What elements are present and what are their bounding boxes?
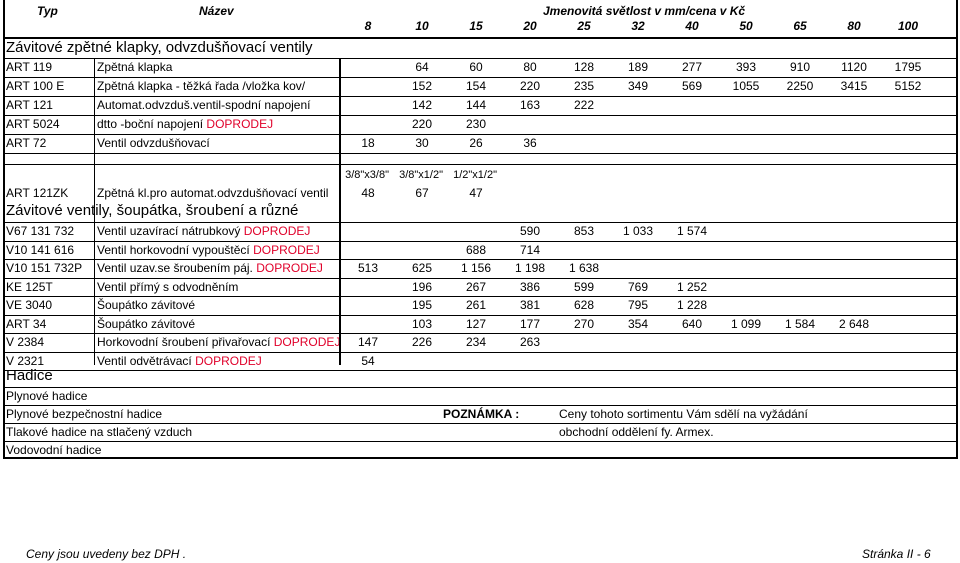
size-header-20: 20 [523,19,537,33]
divider [3,278,958,279]
row-value: 688 [465,242,487,257]
row-value: 381 [519,298,541,312]
row-value: 1 584 [784,316,816,331]
divider [3,352,958,353]
table-bottom-border [3,457,958,459]
row-value: 386 [519,279,541,294]
table-row [3,96,958,115]
row-value: 1 574 [676,224,708,238]
row-typ: V10 141 616 [6,242,75,257]
row-value: 54 [361,353,375,368]
row-name [97,315,341,334]
row-typ: ART 5024 [6,117,60,131]
row-name-text: Horkovodní šroubení přivařovací [97,335,274,349]
row-name [97,58,341,77]
row-value: 177 [519,316,541,331]
row-value: 569 [681,79,703,93]
divider [3,333,958,334]
row-value: 127 [465,316,487,331]
row-value: 128 [573,60,595,74]
divider [3,58,958,59]
row-name [97,115,341,134]
row-name-text: Ventil odvětrávací [97,353,196,368]
note-line-2: obchodní oddělení fy. Armex. [559,425,714,439]
note-line-1: Ceny tohoto sortimentu Vám sdělí na vyžádání [559,407,808,421]
row-name [97,134,341,153]
divider [3,134,958,135]
row-value: 263 [519,335,541,349]
divider [3,153,958,154]
row-value: 628 [573,298,595,312]
size-header-10: 10 [415,19,429,33]
row-value: 154 [465,79,487,93]
row-value: 189 [627,60,649,74]
row-value: 769 [627,279,649,294]
row-name-text: Zpětná klapka - těžká řada /vložka kov/ [97,79,306,93]
row-value: 393 [735,60,757,74]
row-value: 2 648 [838,316,870,331]
row-value: 230 [465,117,487,131]
row-typ: V10 151 732P [6,261,83,275]
section-title: Závitové zpětné klapky, odvzdušňovací ventily [6,39,313,56]
row-name-text: Šoupátko závitové [97,316,196,331]
row-typ: V67 131 732 [6,224,75,238]
divider [3,222,958,223]
row-value: 47 [469,186,483,200]
thread-size-3: 1/2"x1/2" [453,169,497,181]
list-item [3,423,958,441]
row-value: 226 [411,335,433,349]
table-row [3,134,958,153]
row-value: 270 [573,316,595,331]
size-header-65: 65 [793,19,807,33]
divider [3,77,958,78]
row-name-text: Zpětná klapka [97,60,173,74]
list-item [3,405,958,423]
row-value: 1120 [841,60,867,74]
row-value: 599 [573,279,595,294]
table-row [3,241,958,260]
row-value: 36 [523,136,537,150]
table-row [3,58,958,77]
footer-note: Ceny jsou uvedeny bez DPH . [26,547,187,561]
doprodej-label: DOPRODEJ [256,261,323,275]
row-name-text: Ventil odvzdušňovací [97,136,210,150]
row-value: 67 [415,186,429,200]
size-header-100: 100 [897,19,919,33]
row-value: 195 [411,298,433,312]
divider [3,423,958,424]
section-row [3,200,958,222]
row-name-text: Šoupátko závitové [97,298,196,312]
row-name [97,278,341,297]
row-typ: VE 3040 [6,298,53,312]
row-typ: ART 121 [6,98,53,112]
row-value: 220 [519,79,541,93]
row-value: 60 [469,60,483,74]
col-group-header: Jmenovitá světlost v mm/cena v Kč [543,4,746,18]
size-header-40: 40 [685,19,699,33]
row-typ: ART 72 [6,136,47,150]
divider [3,164,958,165]
row-value: 103 [411,316,433,331]
row-name [97,96,341,115]
row-typ: V 2384 [6,335,45,349]
row-value: 1 252 [676,279,708,294]
row-name: Zpětná kl.pro automat.odvzdušňovací ventil [97,186,329,200]
row-typ: ART 34 [6,316,47,331]
divider [3,405,958,406]
row-value: 163 [519,98,541,112]
row-typ: ART 100 E [6,79,65,93]
row-value: 513 [357,261,379,275]
row-typ: ART 121ZK [6,186,69,200]
name-column-border [339,58,341,365]
row-name-text: dtto -boční napojení [97,117,207,131]
divider [3,96,958,97]
row-value: 220 [411,117,433,131]
row-value: 196 [411,279,433,294]
section-row [3,37,958,59]
row-value: 1 033 [622,224,654,238]
divider [3,259,958,260]
list-item [3,387,958,405]
row-value: 26 [469,136,483,150]
size-header-25: 25 [577,19,591,33]
hose-item: Tlakové hadice na stlačený vzduch [6,425,193,439]
row-value: 144 [465,98,487,112]
section-title: Závitové ventily, šoupátka, šroubení a různé [6,202,299,219]
row-value: 18 [361,136,375,150]
row-value: 1 156 [460,261,492,275]
row-value: 1 228 [676,298,708,312]
row-value: 590 [519,224,541,238]
row-value: 30 [415,136,429,150]
thread-sizes-row [3,166,958,184]
hose-item: Plynové bezpečnostní hadice [6,407,163,421]
row-value: 795 [627,298,649,312]
row-value: 48 [361,186,375,200]
table-row [3,115,958,134]
col-typ-header: Typ [37,4,58,18]
table-row [3,296,958,315]
row-value: 222 [573,98,595,112]
row-name-text: Automat.odvzduš.ventil-spodní napojení [97,98,311,112]
row-name-text: Ventil přímý s odvodněním [97,279,239,294]
row-value: 1055 [732,79,760,93]
section-row [3,365,958,387]
row-value: 261 [465,298,487,312]
table-row [3,333,958,352]
thread-size-2: 3/8"x1/2" [399,169,443,181]
thread-size-1: 3/8"x3/8" [345,169,389,181]
col-nazev-header: Název [199,4,234,18]
row-value: 354 [627,316,649,331]
table-row [3,77,958,96]
row-value: 625 [411,261,433,275]
page-number: Stránka II - 6 [862,547,931,561]
row-value: 267 [465,279,487,294]
row-value: 5152 [894,79,922,93]
row-value: 64 [415,60,429,74]
row-value: 1795 [894,60,922,74]
row-name [97,333,341,352]
doprodej-label: DOPRODEJ [273,335,341,349]
row-name-text: Ventil horkovodní vypouštěcí [97,242,254,257]
divider [3,296,958,297]
row-value: 142 [411,98,433,112]
row-name-text: Ventil uzav.se šroubením páj. [97,261,257,275]
row-value: 234 [465,335,487,349]
row-value: 349 [627,79,649,93]
row-value: 910 [789,60,811,74]
section-title: Hadice [6,367,53,384]
row-name [97,77,341,96]
doprodej-label: DOPRODEJ [206,117,274,131]
divider [3,315,958,316]
typ-column-border [94,58,95,365]
row-value: 1 099 [730,316,762,331]
row-typ: V 2321 [6,353,45,368]
size-header-15: 15 [469,19,483,33]
hose-item: Plynové hadice [6,389,88,403]
divider [3,241,958,242]
row-value: 1 198 [514,261,546,275]
row-name [97,241,341,260]
note-label: POZNÁMKA : [443,407,520,421]
row-value: 2250 [786,79,814,93]
hose-item: Vodovodní hadice [6,443,102,457]
divider [3,441,958,442]
doprodej-label: DOPRODEJ [243,224,311,238]
row-name [97,259,341,278]
row-value: 1 638 [568,261,600,275]
table-row [3,278,958,297]
doprodej-label: DOPRODEJ [195,353,262,368]
row-value: 714 [519,242,541,257]
row-value: 640 [681,316,703,331]
size-header-80: 80 [847,19,861,33]
row-value: 3415 [840,79,868,93]
size-header-50: 50 [739,19,753,33]
row-value: 277 [681,60,703,74]
row-name-text: Ventil uzavírací nátrubkový [97,224,244,238]
row-value: 152 [411,79,433,93]
row-typ: ART 119 [6,60,53,74]
divider [3,115,958,116]
row-typ: KE 125T [6,279,53,294]
row-value: 853 [573,224,595,238]
table-row [3,315,958,334]
size-header-32: 32 [631,19,645,33]
row-name [97,222,341,241]
size-header-8: 8 [364,19,372,33]
row-name [97,296,341,315]
header-sizes-row [3,17,958,35]
doprodej-label: DOPRODEJ [253,242,320,257]
row-value: 235 [573,79,595,93]
row-value: 147 [357,335,379,349]
table-row [3,222,958,241]
row-value: 80 [523,60,537,74]
table-row [3,259,958,278]
